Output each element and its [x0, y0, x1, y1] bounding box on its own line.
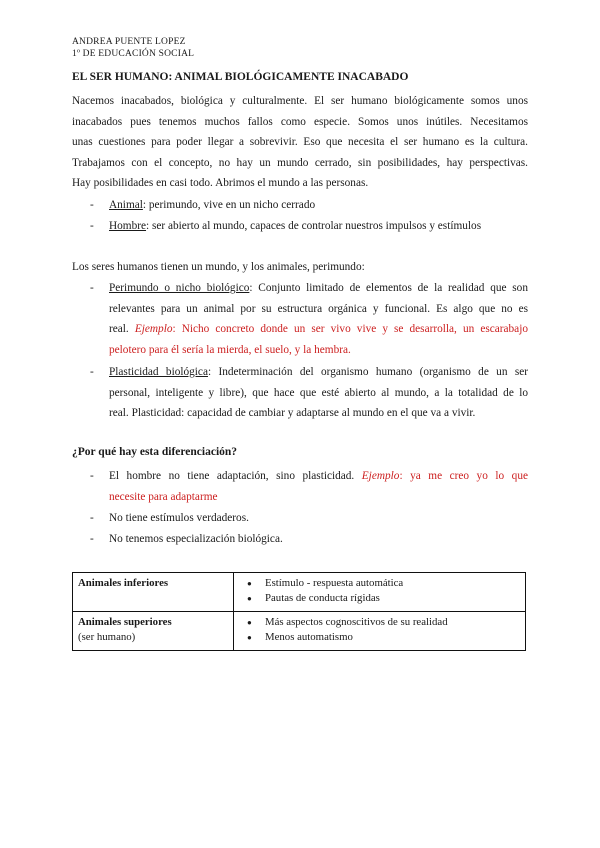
- intro-paragraph: [72, 91, 528, 194]
- list-item-plasticidad: - Plasticidad biológica: Indeterminación del organismo humano (organismo de un ser personal, inteligente y libre), que hace que esté abierto al mundo, a la totalidad de lo real. Plasticidad: capacidad de cambiar y adaptarse al mundo en el que va a vivir.: [72, 362, 528, 425]
- dash-marker: -: [90, 220, 94, 232]
- list-item: [72, 195, 528, 216]
- comparison-table: [72, 572, 526, 651]
- table-cell-label: Animales superiores (ser humano): [73, 612, 234, 651]
- def-animal: : perimundo, vive en un nicho cerrado: [142, 199, 316, 211]
- page-title: EL SER HUMANO: ANIMAL BIOLÓGICAMENTE INACABADO: [72, 71, 409, 83]
- table-row: [73, 573, 526, 612]
- list-item: ● Estímulo - respuesta automática: [265, 576, 520, 591]
- dash-marker: -: [90, 533, 94, 545]
- list-item: ● Menos automatismo: [265, 630, 520, 645]
- term-plasticidad: Plasticidad biológica: [109, 366, 208, 378]
- term-perimundo: Perimundo o nicho biológico: [109, 282, 250, 294]
- def-hombre: : ser abierto al mundo, capaces de controlar nuestros impulsos y estímulos: [146, 220, 482, 232]
- list-item: - No tiene estímulos verdaderos.: [72, 508, 528, 529]
- worlds-intro: Los seres humanos tienen un mundo, y los animales, perimundo:: [72, 261, 365, 273]
- dash-marker: -: [90, 512, 94, 524]
- example-label: Ejemplo: [134, 323, 173, 335]
- table-row: [73, 612, 526, 651]
- intro-line: inacabados pues tenemos muchos fallos como especie. Somos unos inútiles. Necesitamos: [72, 115, 528, 128]
- document-header: [72, 36, 194, 60]
- list-item: ● Pautas de conducta rígidas: [265, 591, 520, 606]
- section-question-heading: ¿Por qué hay esta diferenciación?: [72, 446, 238, 458]
- dash-marker: -: [90, 366, 94, 378]
- term-hombre: Hombre: [109, 220, 147, 232]
- table-cell-items: [234, 573, 526, 612]
- dash-marker: -: [90, 470, 94, 482]
- table-cell-label: Animales inferiores: [73, 573, 234, 612]
- author-name: ANDREA PUENTE LOPEZ: [72, 37, 186, 47]
- course-name: 1º DE EDUCACIÓN SOCIAL: [72, 49, 195, 59]
- dash-marker: -: [90, 199, 94, 211]
- list-item-perimundo: - Perimundo o nicho biológico: Conjunto limitado de elementos de la realidad que son relevantes para un animal por su estructura orgánica y funcional. Es algo que no es real. Ejemplo: Nicho concreto donde un ser vivo vive y se desarrolla, un escarabajo pelotero para él sería la mierda, el suelo, y la hembra.: [72, 278, 528, 362]
- list-item: - No tenemos especialización biológica.: [72, 529, 528, 550]
- example-label: Ejemplo: [361, 470, 400, 482]
- list-item: ● Más aspectos cognoscitivos de su realidad: [265, 615, 520, 630]
- intro-line: unas cuestiones para poder llegar a sobrevivir. Eso que necesita el ser humano es la cultura.: [72, 136, 528, 148]
- dash-marker: -: [90, 282, 94, 294]
- intro-line: Hay posibilidades en casi todo. Abrimos el mundo a las personas.: [72, 177, 369, 189]
- table-cell-items: [234, 612, 526, 651]
- intro-line: Trabajamos con el concepto, no hay un mundo cerrado, sin posibilidades, hay perspectivas.: [72, 156, 528, 169]
- term-animal: Animal: [109, 199, 143, 211]
- intro-line: Nacemos inacabados, biológica y culturalmente. El ser humano biológicamente somos unos: [72, 95, 528, 107]
- list-item: - El hombre no tiene adaptación, sino plasticidad. Ejemplo: ya me creo yo lo que necesite para adaptarme: [72, 466, 528, 508]
- list-item: [72, 216, 528, 237]
